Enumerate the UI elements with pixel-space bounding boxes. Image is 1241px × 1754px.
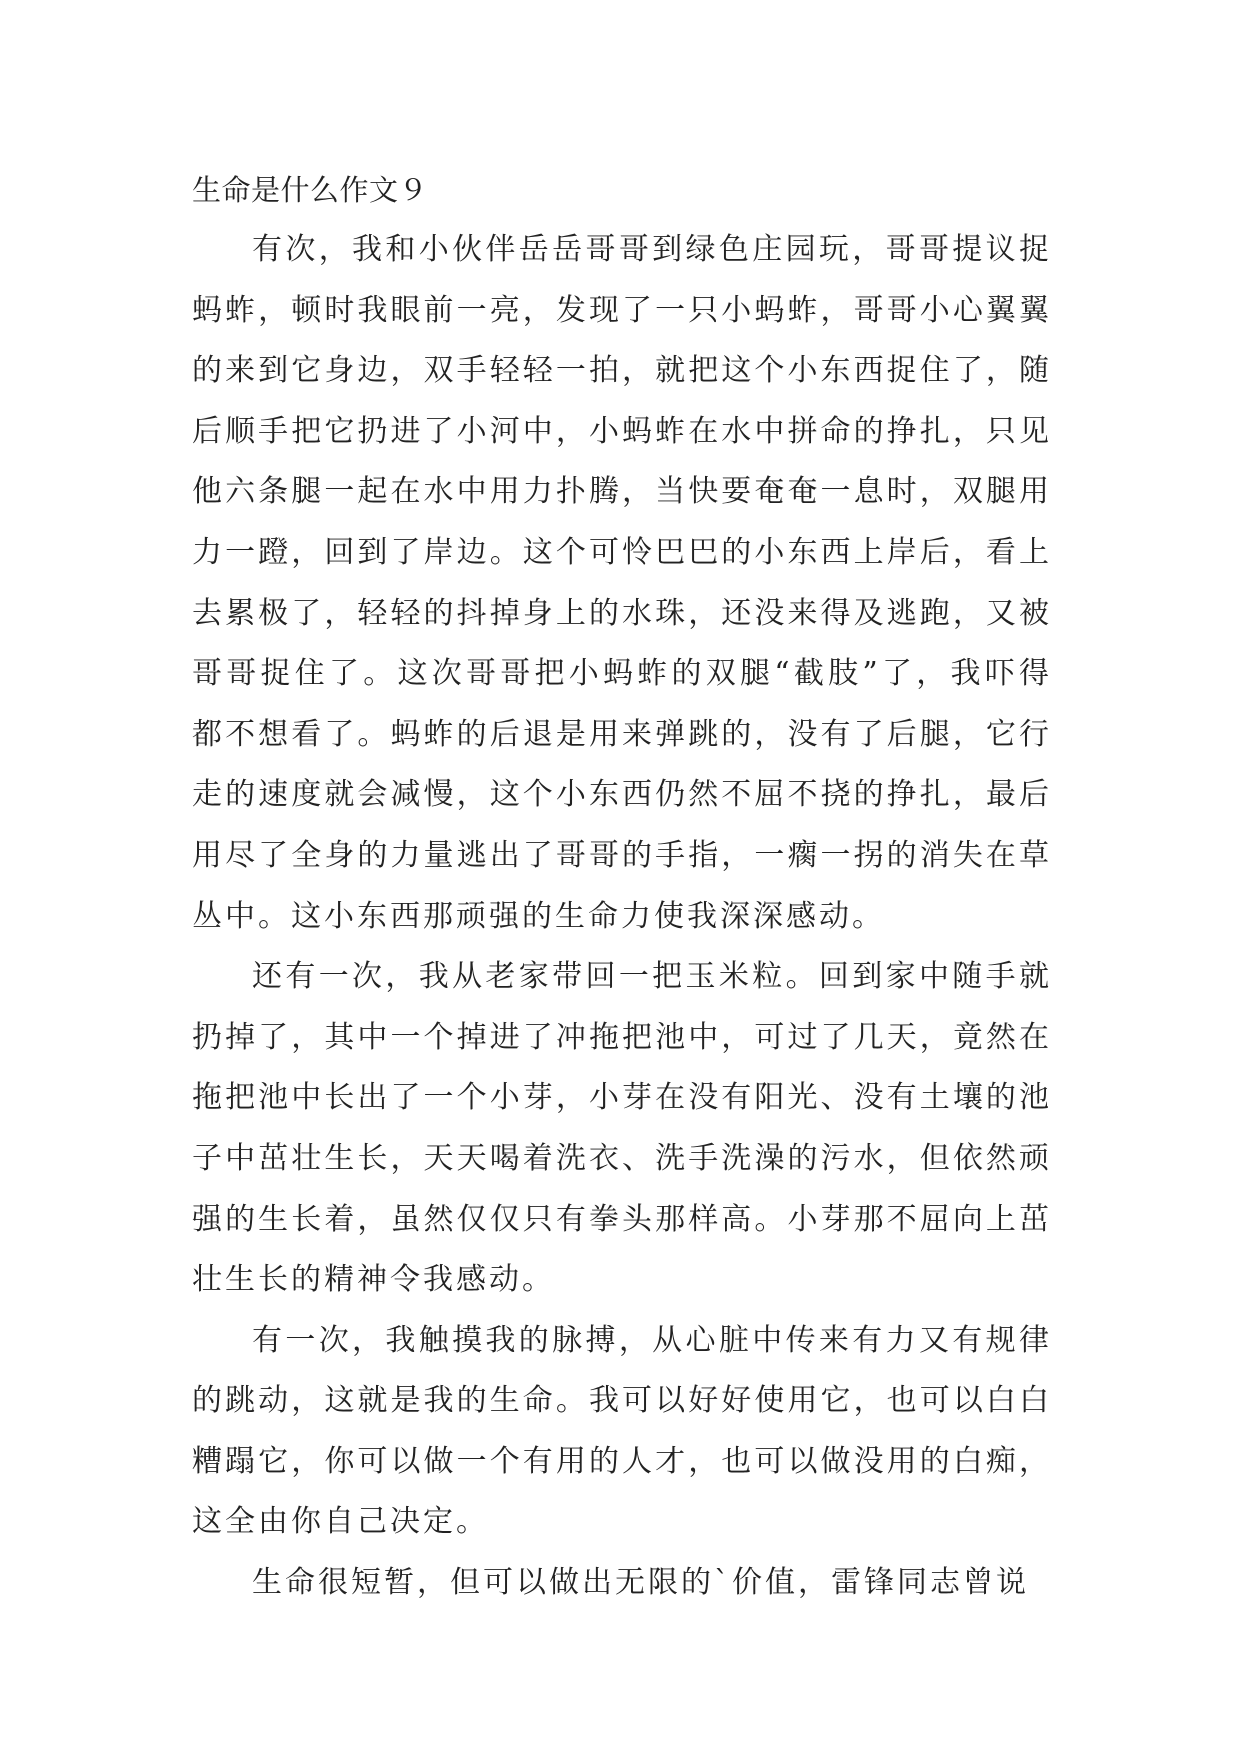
paragraph-corn-sprout: 还有一次，我从老家带回一把玉米粒。回到家中随手就扔掉了，其中一个掉进了冲拖把池中，可过了几天，竟然在拖把池中长出了一个小芽，小芽在没有阳光、没有土壤的池子中茁壮生长，天天喝着洗衣、洗手洗澡的污水，但依然顽强的生长着，虽然仅仅只有拳头那样高。小芽那不屈向上茁壮生长的精神令我感动。 — [192, 959, 1052, 1298]
paragraph-pulse: 有一次，我触摸我的脉搏，从心脏中传来有力又有规律的跳动，这就是我的生命。我可以好好使用它，也可以白白糟蹋它，你可以做一个有用的人才，也可以做没用的白痴，这全由你自己决定。 — [192, 1322, 1052, 1540]
document-body — [192, 160, 1052, 1614]
paragraph-grasshopper: 有次，我和小伙伴岳岳哥哥到绿色庄园玩，哥哥提议捉蚂蚱，顿时我眼前一亮，发现了一只小蚂蚱，哥哥小心翼翼的来到它身边，双手轻轻一拍，就把这个小东西捉住了，随后顺手把它扔进了小河中，小蚂蚱在水中拼命的挣扎，只见他六条腿一起在水中用力扑腾，当快要奄奄一息时，双腿用力一蹬，回到了岸边。这个可怜巴巴的小东西上岸后，看上去累极了，轻轻的抖掉身上的水珠，还没来得及逃跑，又被哥哥捉住了。这次哥哥把小蚂蚱的双腿“截肢”了，我吓得都不想看了。蚂蚱的后退是用来弹跳的，没有了后腿，它行走的速度就会减慢，这个小东西仍然不屈不挠的挣扎，最后用尽了全身的力量逃出了哥哥的手指，一瘸一拐的消失在草丛中。这小东西那顽强的生命力使我深深感动。 — [192, 232, 1052, 934]
paragraph-life-value: 生命很短暂，但可以做出无限的`价值，雷锋同志曾说 — [252, 1565, 1029, 1601]
document-title: 生命是什么作文９ — [192, 173, 429, 207]
